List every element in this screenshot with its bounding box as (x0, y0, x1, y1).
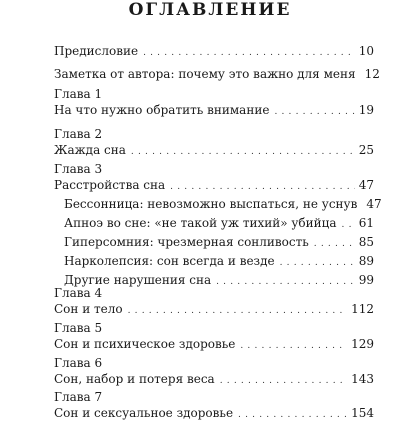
entry-title: Сон и сексуальное здоровье (54, 406, 234, 420)
page-number: 25 (358, 143, 374, 157)
toc-chapter-4 (54, 285, 374, 317)
entry-title: Сон и психическое здоровье (54, 337, 236, 351)
toc-row (54, 405, 374, 421)
toc-subrow (54, 215, 374, 231)
page-number: 129 (351, 337, 374, 351)
dot-leader (238, 407, 347, 423)
dot-leader (131, 144, 355, 160)
page-number: 61 (358, 216, 374, 230)
toc-row (54, 301, 374, 317)
toc-chapter-1 (54, 86, 374, 118)
page-number: 143 (351, 372, 374, 386)
page-number: 154 (351, 406, 374, 420)
subentry-title: Другие нарушения сна (64, 273, 212, 287)
subentry-title: Гиперсомния: чрезмерная сонливость (64, 235, 309, 249)
toc-chapter-7 (54, 389, 374, 421)
subentry-title: Нарколепсия: сон всегда и везде (64, 254, 275, 268)
toc-entry-preface (54, 43, 374, 59)
dot-leader (274, 104, 354, 120)
chapter-label: Глава 2 (54, 127, 103, 141)
toc-chapter-3 (54, 161, 382, 288)
toc-row (54, 142, 374, 158)
toc-row (54, 177, 374, 193)
subentry-title: Апноэ во сне: «не такой уж тихий» убийца (64, 216, 337, 230)
dot-leader (220, 373, 347, 389)
page-number: 85 (358, 235, 374, 249)
dot-leader (128, 303, 347, 319)
dot-leader (143, 45, 355, 61)
toc-row (54, 102, 374, 118)
chapter-label: Глава 5 (54, 321, 103, 335)
chapter-label: Глава 4 (54, 286, 103, 300)
toc-subrow (54, 253, 374, 269)
page-title: ОГЛАВЛЕНИЕ (128, 0, 292, 20)
subentry-title: Бессонница: невозможно выспаться, не уснув (64, 197, 358, 211)
dot-leader (280, 255, 355, 271)
toc-row (54, 66, 380, 82)
entry-title: Расстройства сна (54, 178, 166, 192)
toc-chapter-2 (54, 126, 374, 158)
toc-entry-author-note (54, 66, 380, 82)
chapter-label: Глава 6 (54, 356, 103, 370)
entry-title: Сон и тело (54, 302, 123, 316)
page-number: 112 (351, 302, 374, 316)
dot-leader (170, 179, 355, 195)
dot-leader (314, 236, 355, 252)
entry-title: На что нужно обратить внимание (54, 103, 270, 117)
page-number: 47 (366, 197, 382, 211)
toc-chapter-6 (54, 355, 374, 387)
toc-subrow (54, 196, 382, 212)
toc-row (54, 43, 374, 59)
toc-row (54, 371, 374, 387)
page-number: 19 (358, 103, 374, 117)
chapter-label: Глава 7 (54, 390, 103, 404)
entry-title: Жажда сна (54, 143, 126, 157)
entry-title: Сон, набор и потеря веса (54, 372, 215, 386)
chapter-label: Глава 1 (54, 87, 103, 101)
toc-subrow (54, 234, 374, 250)
entry-title: Предисловие (54, 44, 139, 58)
page-number: 12 (364, 67, 380, 81)
entry-title: Заметка от автора: почему это важно для меня (54, 67, 356, 81)
toc-row (54, 336, 374, 352)
page-number: 47 (358, 178, 374, 192)
dot-leader (342, 217, 355, 233)
toc-chapter-5 (54, 320, 374, 352)
page-number: 99 (358, 273, 374, 287)
chapter-label: Глава 3 (54, 162, 103, 176)
page-number: 89 (358, 254, 374, 268)
page-number: 10 (358, 44, 374, 58)
dot-leader (240, 338, 347, 354)
